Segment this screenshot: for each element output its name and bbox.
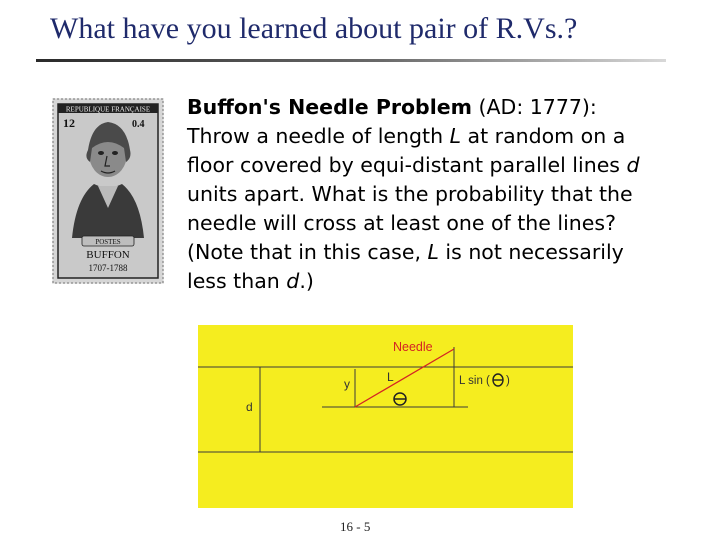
lsin-label: L sin ( [459, 375, 490, 387]
slide-title: What have you learned about pair of R.Vs.? [50, 12, 578, 45]
stamp-value-left: 12 [63, 116, 75, 130]
slide-number: 16 - 5 [340, 519, 371, 534]
y-label: y [344, 377, 350, 391]
needle-label: Needle [393, 340, 433, 354]
var-d: d [626, 153, 640, 177]
text-segment: at random on a floor covered by equi-distant parallel lines [187, 124, 627, 177]
stamp-value-right: 0.4 [132, 119, 145, 130]
stamp-years: 1707-1788 [88, 263, 128, 273]
d-label: d [246, 400, 253, 414]
stamp-banner-text: POSTES [95, 238, 121, 246]
buffon-stamp-image [52, 98, 164, 284]
lsin-close-label: ) [506, 375, 510, 387]
needle-diagram [198, 325, 573, 508]
title-underline [36, 59, 666, 62]
text-segment: units apart. What is the probability that the needle will cross at least one of the lines? (Note that in this case, [187, 182, 633, 264]
problem-description [187, 93, 647, 296]
problem-date: (AD: 1777): [472, 95, 597, 119]
L-label: L [387, 370, 394, 384]
diagram-background [198, 325, 573, 508]
text-segment: .) [299, 269, 314, 293]
text-segment: Throw a needle of length [187, 124, 450, 148]
var-L: L [427, 240, 439, 264]
text-segment: is not necessarily less than [187, 240, 624, 293]
stamp-top-text: REPUBLIQUE FRANÇAISE [65, 105, 151, 114]
var-d: d [286, 269, 300, 293]
var-L: L [449, 124, 462, 148]
stamp-name: BUFFON [86, 249, 130, 261]
problem-heading: Buffon's Needle Problem [187, 95, 473, 119]
